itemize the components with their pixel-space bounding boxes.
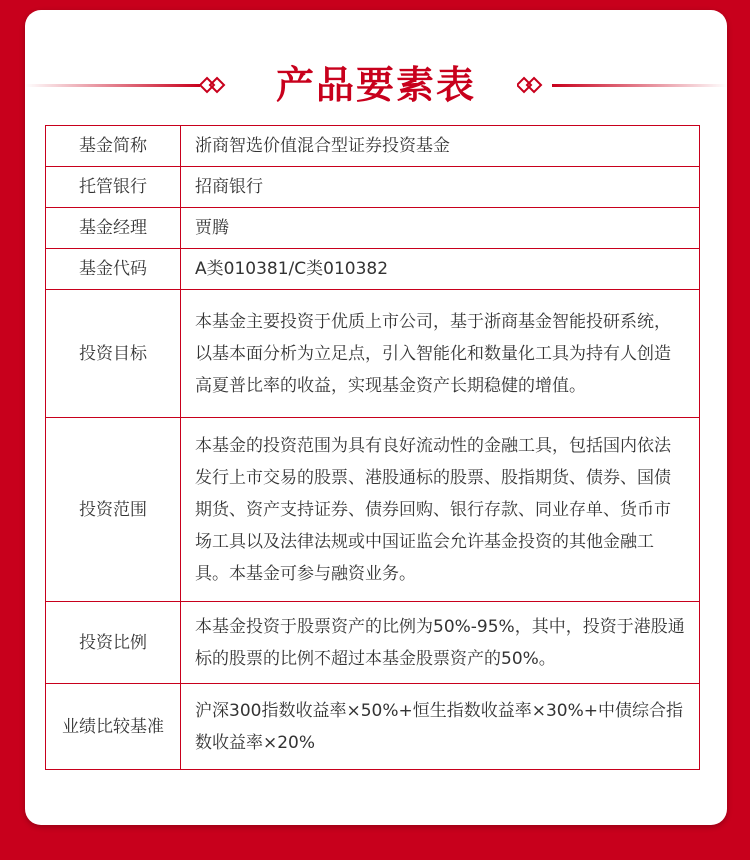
title-deco-line-right	[552, 84, 727, 87]
row-value: 浙商智选价值混合型证券投资基金	[181, 126, 700, 167]
row-value: 沪深300指数收益率×50%+恒生指数收益率×30%+中债综合指数收益率×20%	[181, 684, 700, 770]
table-row-benchmark	[46, 684, 700, 770]
row-value: 招商银行	[181, 167, 700, 208]
row-value: 本基金主要投资于优质上市公司，基于浙商基金智能投研系统，以基本面分析为立足点，引入智能化和数量化工具为持有人创造高夏普比率的收益，实现基金资产长期稳健的增值。	[181, 290, 700, 418]
product-elements-card	[25, 10, 727, 825]
table-row-scope	[46, 418, 700, 602]
table-row-fund-code	[46, 249, 700, 290]
table-row-manager	[46, 208, 700, 249]
row-value: A类010381/C类010382	[181, 249, 700, 290]
row-label: 托管银行	[46, 167, 181, 208]
row-label: 投资目标	[46, 290, 181, 418]
row-value: 本基金投资于股票资产的比例为50%-95%，其中，投资于港股通标的股票的比例不超过本基金股票资产的50%。	[181, 602, 700, 684]
row-value: 本基金的投资范围为具有良好流动性的金融工具，包括国内依法发行上市交易的股票、港股通标的股票、股指期货、债券、国债期货、资产支持证券、债券回购、银行存款、同业存单、货币市场工具以及法律法规或中国证监会允许基金投资的其他金融工具。本基金可参与融资业务。	[181, 418, 700, 602]
page-title: 产品要素表	[275, 63, 476, 107]
row-value: 贾腾	[181, 208, 700, 249]
row-label: 基金代码	[46, 249, 181, 290]
diamond-ornament-right-icon	[517, 75, 543, 95]
table-row-custodian	[46, 167, 700, 208]
row-label: 基金简称	[46, 126, 181, 167]
title-row	[25, 56, 727, 116]
row-label: 投资比例	[46, 602, 181, 684]
row-label: 基金经理	[46, 208, 181, 249]
product-elements-table	[45, 125, 700, 770]
table-row-fund-name	[46, 126, 700, 167]
row-label: 业绩比较基准	[46, 684, 181, 770]
table-row-allocation	[46, 602, 700, 684]
table-row-objective	[46, 290, 700, 418]
row-label: 投资范围	[46, 418, 181, 602]
